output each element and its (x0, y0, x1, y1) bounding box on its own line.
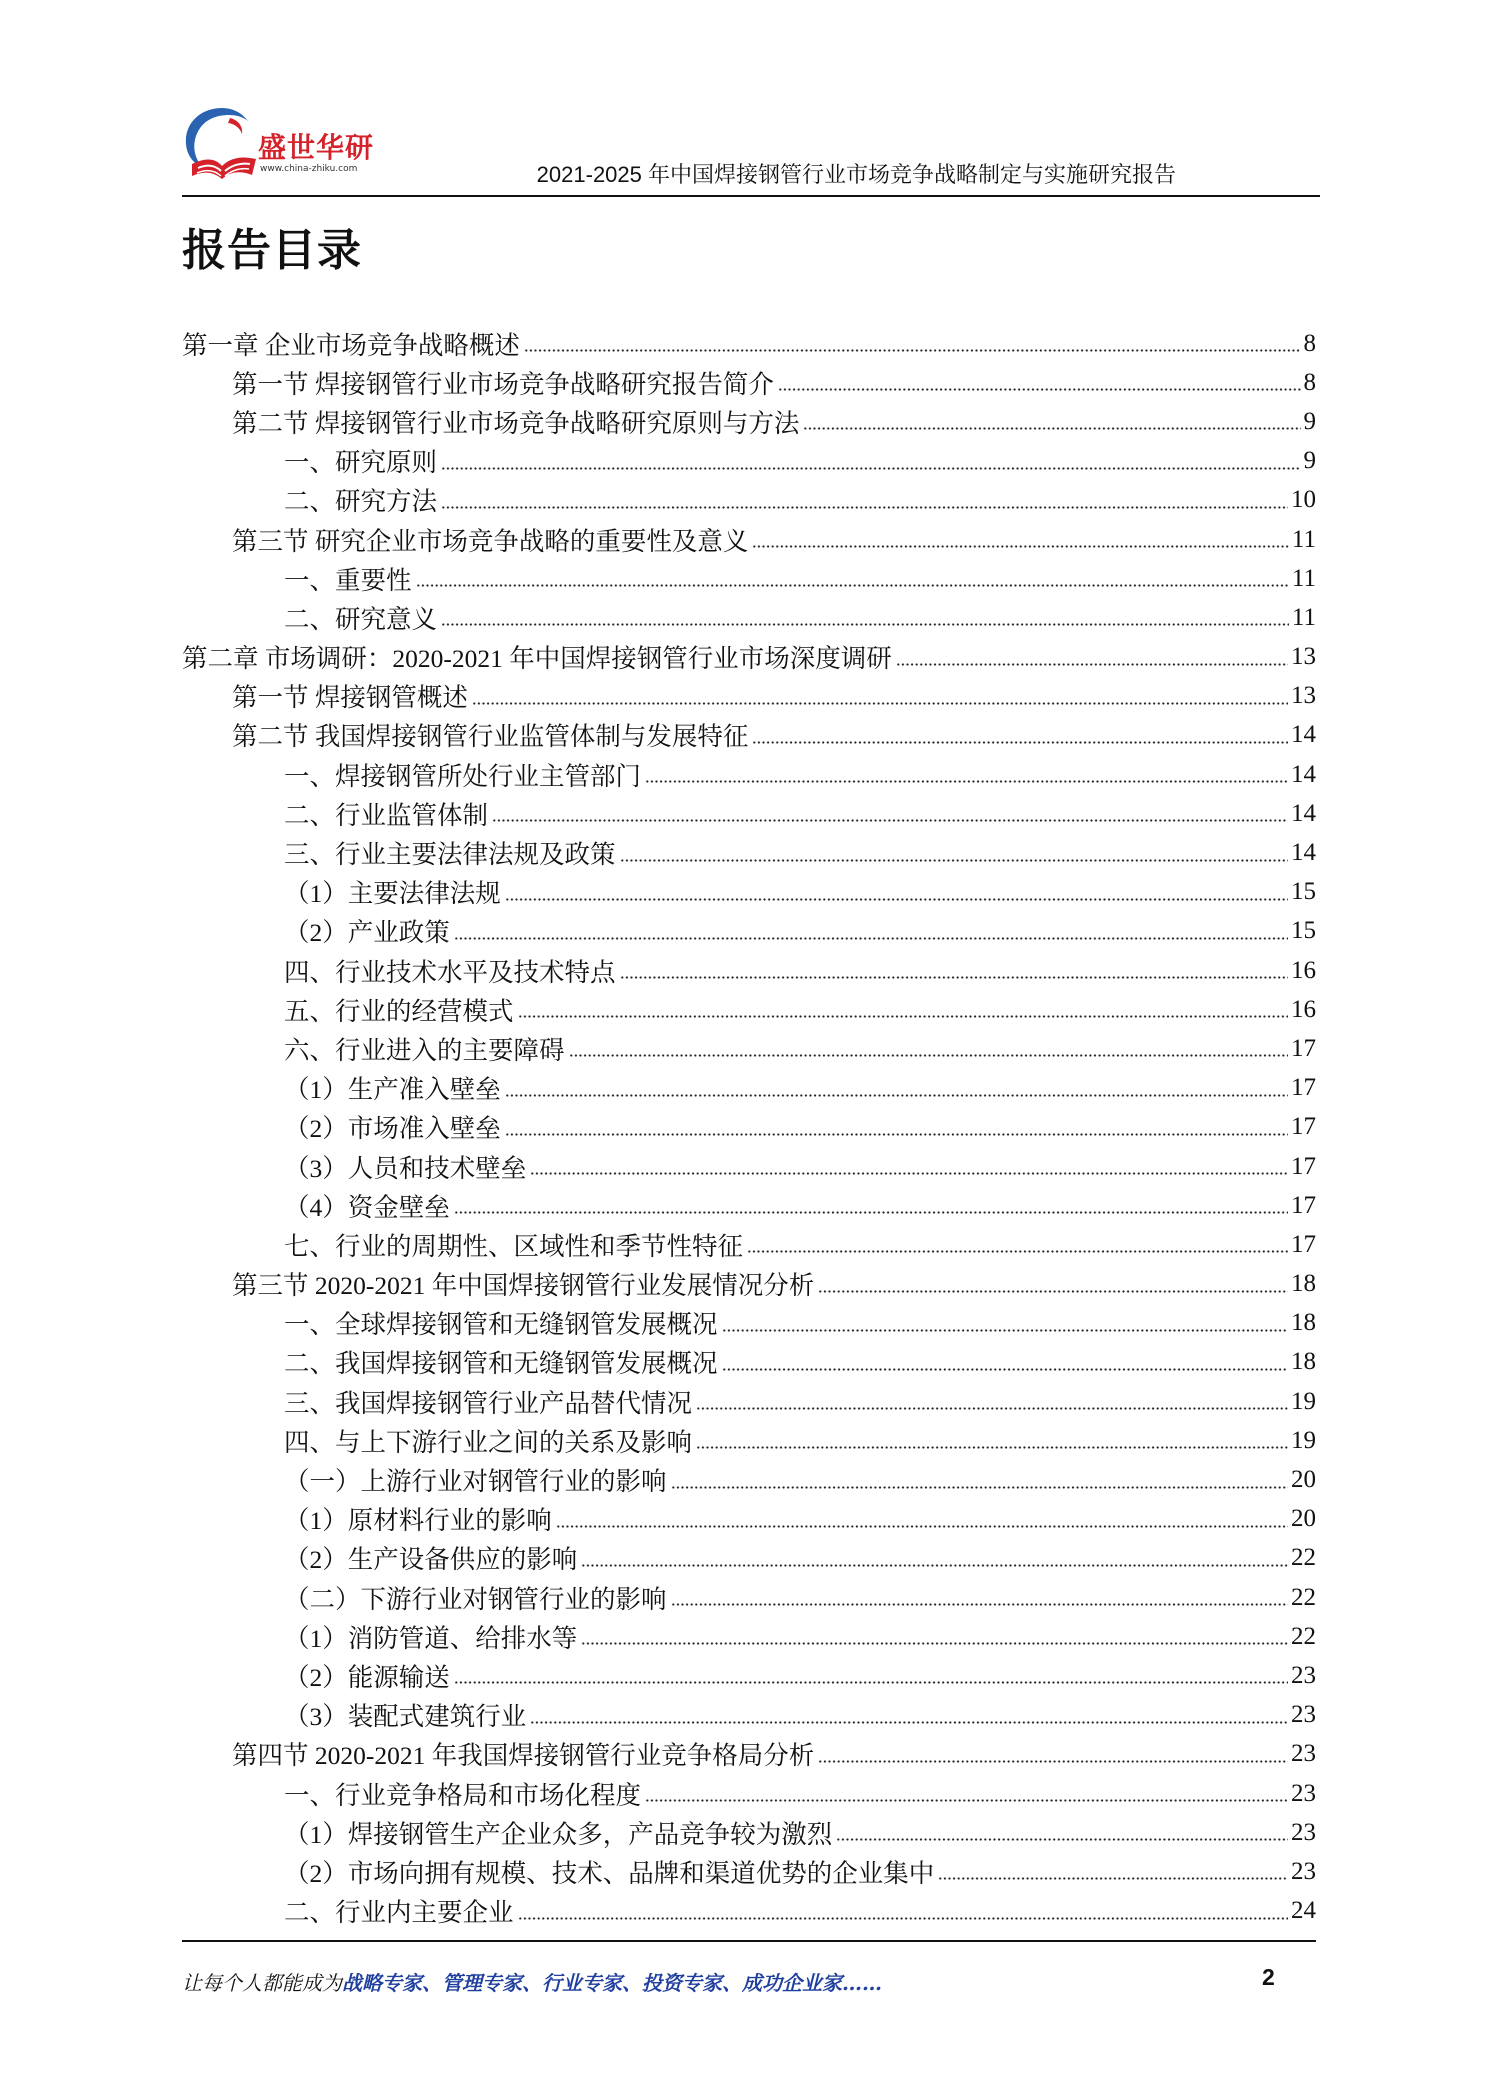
toc-dot-leader (416, 584, 1289, 587)
toc-entry-title: （1）原材料行业的影响 (284, 1506, 552, 1536)
toc-entry-page: 22 (1291, 1544, 1316, 1572)
toc-entry-title: 一、全球焊接钢管和无缝钢管发展概况 (284, 1310, 718, 1340)
toc-entry-page: 19 (1291, 1387, 1316, 1415)
toc-entry[interactable] (182, 520, 1316, 559)
toc-entry[interactable] (182, 716, 1316, 755)
toc-entry[interactable] (182, 402, 1316, 441)
toc-entry[interactable] (182, 1069, 1316, 1108)
toc-entry-title: 一、重要性 (284, 565, 412, 595)
toc-entry-title: 四、与上下游行业之间的关系及影响 (284, 1427, 693, 1457)
toc-entry[interactable] (182, 638, 1316, 677)
footer-slogan-highlight: 战略专家、管理专家、行业专家、投资专家、成功企业家…… (342, 1971, 882, 1995)
toc-dot-leader (530, 1721, 1288, 1724)
page-number: 2 (1262, 1964, 1275, 1990)
toc-dot-leader (722, 1368, 1288, 1371)
toc-entry-page: 11 (1291, 603, 1316, 631)
toc-entry-page: 19 (1291, 1426, 1316, 1454)
toc-entry-page: 16 (1291, 995, 1316, 1023)
toc-entry-page: 9 (1303, 447, 1316, 475)
toc-dot-leader (524, 349, 1301, 352)
toc-entry-title: （2）能源输送 (284, 1662, 450, 1692)
toc-entry-page: 17 (1291, 1191, 1316, 1219)
toc-dot-leader (505, 1094, 1288, 1097)
toc-entry[interactable] (182, 1500, 1316, 1539)
toc-dot-leader (671, 1486, 1288, 1489)
table-of-contents (182, 324, 1316, 1931)
toc-entry-title: 第二章 市场调研：2020-2021 年中国焊接钢管行业市场深度调研 (182, 644, 892, 674)
toc-entry-page: 15 (1291, 878, 1316, 906)
toc-entry[interactable] (182, 833, 1316, 872)
toc-entry-title: 七、行业的周期性、区域性和季节性特征 (284, 1231, 744, 1261)
footer-slogan (182, 1967, 882, 1996)
toc-dot-leader (454, 1681, 1288, 1684)
toc-entry-page: 18 (1291, 1348, 1316, 1376)
toc-entry-title: （2）市场向拥有规模、技术、品牌和渠道优势的企业集中 (284, 1858, 935, 1888)
toc-entry-title: 一、焊接钢管所处行业主管部门 (284, 761, 642, 791)
toc-entry[interactable] (182, 324, 1316, 363)
toc-entry-page: 14 (1291, 721, 1316, 749)
toc-entry[interactable] (182, 442, 1316, 481)
toc-entry[interactable] (182, 1774, 1316, 1813)
toc-entry[interactable] (182, 1265, 1316, 1304)
toc-entry-page: 8 (1303, 329, 1316, 357)
toc-dot-leader (530, 1172, 1288, 1175)
toc-entry-page: 23 (1291, 1818, 1316, 1846)
toc-entry-title: 第三节 2020-2021 年中国焊接钢管行业发展情况分析 (232, 1271, 815, 1301)
toc-dot-leader (696, 1446, 1288, 1449)
footer-slogan-prefix: 让每个人都能成为 (182, 1971, 342, 1995)
toc-entry-page: 11 (1291, 564, 1316, 592)
toc-entry-page: 10 (1291, 486, 1316, 514)
toc-entry[interactable] (182, 1186, 1316, 1225)
toc-entry-title: （1）消防管道、给排水等 (284, 1623, 578, 1653)
toc-entry[interactable] (182, 990, 1316, 1029)
toc-entry-page: 17 (1291, 1113, 1316, 1141)
toc-heading: 报告目录 (182, 225, 362, 276)
toc-entry-title: （2）市场准入壁垒 (284, 1114, 501, 1144)
toc-entry-title: 二、我国焊接钢管和无缝钢管发展概况 (284, 1349, 718, 1379)
toc-entry[interactable] (182, 1735, 1316, 1774)
toc-entry-page: 15 (1291, 917, 1316, 945)
toc-entry-page: 17 (1291, 1034, 1316, 1062)
toc-entry-title: 第二节 焊接钢管行业市场竞争战略研究原则与方法 (232, 408, 800, 438)
toc-entry-title: 二、研究方法 (284, 487, 438, 517)
toc-entry-page: 18 (1291, 1270, 1316, 1298)
toc-entry-title: 二、研究意义 (284, 604, 438, 634)
toc-entry-title: 二、行业监管体制 (284, 800, 489, 830)
toc-dot-leader (752, 741, 1288, 744)
toc-entry[interactable] (182, 1892, 1316, 1931)
toc-entry-title: 一、研究原则 (284, 448, 438, 478)
toc-dot-leader (747, 1250, 1288, 1253)
toc-dot-leader (569, 1054, 1288, 1057)
toc-entry[interactable] (182, 1382, 1316, 1421)
toc-entry[interactable] (182, 912, 1316, 951)
toc-entry-title: （2）生产设备供应的影响 (284, 1545, 578, 1575)
toc-entry[interactable] (182, 1696, 1316, 1735)
toc-entry-page: 9 (1303, 407, 1316, 435)
toc-entry[interactable] (182, 1617, 1316, 1656)
toc-entry-page: 23 (1291, 1661, 1316, 1689)
toc-entry-page: 16 (1291, 956, 1316, 984)
toc-entry-title: （4）资金壁垒 (284, 1192, 450, 1222)
toc-entry-title: （二）下游行业对钢管行业的影响 (284, 1584, 667, 1614)
company-logo (180, 104, 380, 184)
toc-entry[interactable] (182, 1108, 1316, 1147)
toc-dot-leader (836, 1838, 1288, 1841)
logo-website: www.china-zhiku.com (260, 164, 358, 174)
toc-entry[interactable] (182, 1813, 1316, 1852)
toc-dot-leader (671, 1603, 1288, 1606)
toc-dot-leader (581, 1564, 1288, 1567)
toc-entry-page: 11 (1291, 525, 1316, 553)
toc-entry[interactable] (182, 873, 1316, 912)
toc-entry-title: 一、行业竞争格局和市场化程度 (284, 1780, 642, 1810)
toc-entry-page: 8 (1303, 368, 1316, 396)
toc-entry-page: 13 (1291, 682, 1316, 710)
toc-dot-leader (505, 1133, 1288, 1136)
toc-entry-title: 第一节 焊接钢管概述 (232, 683, 468, 713)
toc-dot-leader (620, 976, 1288, 979)
toc-entry-title: （1）主要法律法规 (284, 879, 501, 909)
toc-dot-leader (803, 427, 1300, 430)
toc-entry-page: 20 (1291, 1466, 1316, 1494)
toc-entry-title: 第一章 企业市场竞争战略概述 (182, 330, 520, 360)
toc-entry-page: 18 (1291, 1309, 1316, 1337)
toc-entry[interactable] (182, 1029, 1316, 1068)
toc-entry-title: 第一节 焊接钢管行业市场竞争战略研究报告简介 (232, 369, 774, 399)
toc-entry[interactable] (182, 598, 1316, 637)
toc-dot-leader (752, 545, 1289, 548)
toc-entry-page: 17 (1291, 1152, 1316, 1180)
toc-entry[interactable] (182, 951, 1316, 990)
logo-swoosh-book-icon (180, 104, 260, 184)
toc-dot-leader (492, 819, 1288, 822)
toc-dot-leader (518, 1917, 1288, 1920)
toc-entry[interactable] (182, 1578, 1316, 1617)
logo-wordmark: 盛世华研 (258, 131, 375, 164)
toc-dot-leader (645, 780, 1288, 783)
toc-entry-page: 22 (1291, 1622, 1316, 1650)
toc-entry-page: 23 (1291, 1779, 1316, 1807)
toc-entry[interactable] (182, 1539, 1316, 1578)
toc-entry[interactable] (182, 363, 1316, 402)
toc-entry-title: 第二节 我国焊接钢管行业监管体制与发展特征 (232, 722, 749, 752)
toc-dot-leader (818, 1760, 1288, 1763)
toc-dot-leader (441, 506, 1288, 509)
toc-entry-title: （2）产业政策 (284, 918, 450, 948)
toc-entry[interactable] (182, 1304, 1316, 1343)
toc-dot-leader (938, 1877, 1288, 1880)
toc-entry-title: 五、行业的经营模式 (284, 996, 514, 1026)
toc-dot-leader (696, 1407, 1288, 1410)
toc-entry-page: 14 (1291, 760, 1316, 788)
toc-dot-leader (556, 1525, 1288, 1528)
toc-entry[interactable] (182, 1225, 1316, 1264)
toc-entry-title: 二、行业内主要企业 (284, 1898, 514, 1928)
toc-entry[interactable] (182, 794, 1316, 833)
toc-entry[interactable] (182, 481, 1316, 520)
toc-dot-leader (518, 1015, 1288, 1018)
toc-entry-title: 第四节 2020-2021 年我国焊接钢管行业竞争格局分析 (232, 1741, 815, 1771)
toc-dot-leader (472, 702, 1288, 705)
toc-entry[interactable] (182, 1343, 1316, 1382)
toc-entry[interactable] (182, 1852, 1316, 1891)
header-divider (182, 195, 1320, 197)
toc-entry-title: 三、我国焊接钢管行业产品替代情况 (284, 1388, 693, 1418)
toc-entry-title: 三、行业主要法律法规及政策 (284, 840, 616, 870)
toc-entry-title: （1）焊接钢管生产企业众多，产品竞争较为激烈 (284, 1819, 833, 1849)
toc-dot-leader (454, 1211, 1288, 1214)
toc-entry-title: 六、行业进入的主要障碍 (284, 1035, 565, 1065)
toc-entry-page: 14 (1291, 839, 1316, 867)
toc-entry[interactable] (182, 1656, 1316, 1695)
toc-dot-leader (645, 1799, 1288, 1802)
toc-entry-page: 17 (1291, 1074, 1316, 1102)
toc-entry-page: 22 (1291, 1583, 1316, 1611)
toc-dot-leader (505, 898, 1288, 901)
toc-entry[interactable] (182, 1460, 1316, 1499)
toc-entry-page: 23 (1291, 1701, 1316, 1729)
toc-dot-leader (441, 623, 1289, 626)
toc-entry[interactable] (182, 755, 1316, 794)
toc-entry[interactable] (182, 1147, 1316, 1186)
toc-dot-leader (896, 663, 1288, 666)
toc-dot-leader (441, 467, 1300, 470)
toc-entry[interactable] (182, 1421, 1316, 1460)
toc-dot-leader (818, 1290, 1288, 1293)
toc-entry[interactable] (182, 559, 1316, 598)
toc-dot-leader (620, 859, 1288, 862)
toc-entry-page: 23 (1291, 1740, 1316, 1768)
toc-dot-leader (581, 1642, 1288, 1645)
toc-entry-title: （3）装配式建筑行业 (284, 1702, 527, 1732)
toc-entry-title: 四、行业技术水平及技术特点 (284, 957, 616, 987)
toc-entry[interactable] (182, 677, 1316, 716)
toc-entry-page: 13 (1291, 643, 1316, 671)
footer-divider (182, 1940, 1316, 1942)
toc-entry-title: 第三节 研究企业市场竞争战略的重要性及意义 (232, 526, 749, 556)
toc-dot-leader (454, 937, 1288, 940)
toc-entry-page: 14 (1291, 799, 1316, 827)
toc-dot-leader (722, 1329, 1288, 1332)
toc-entry-title: （3）人员和技术壁垒 (284, 1153, 527, 1183)
toc-entry-page: 23 (1291, 1857, 1316, 1885)
report-title: 2021-2025 年中国焊接钢管行业市场竞争战略制定与实施研究报告 (536, 162, 1176, 187)
toc-entry-page: 17 (1291, 1230, 1316, 1258)
toc-entry-title: （1）生产准入壁垒 (284, 1075, 501, 1105)
toc-dot-leader (778, 388, 1301, 391)
toc-entry-page: 24 (1291, 1897, 1316, 1925)
toc-entry-page: 20 (1291, 1505, 1316, 1533)
toc-entry-title: （一）上游行业对钢管行业的影响 (284, 1467, 667, 1497)
